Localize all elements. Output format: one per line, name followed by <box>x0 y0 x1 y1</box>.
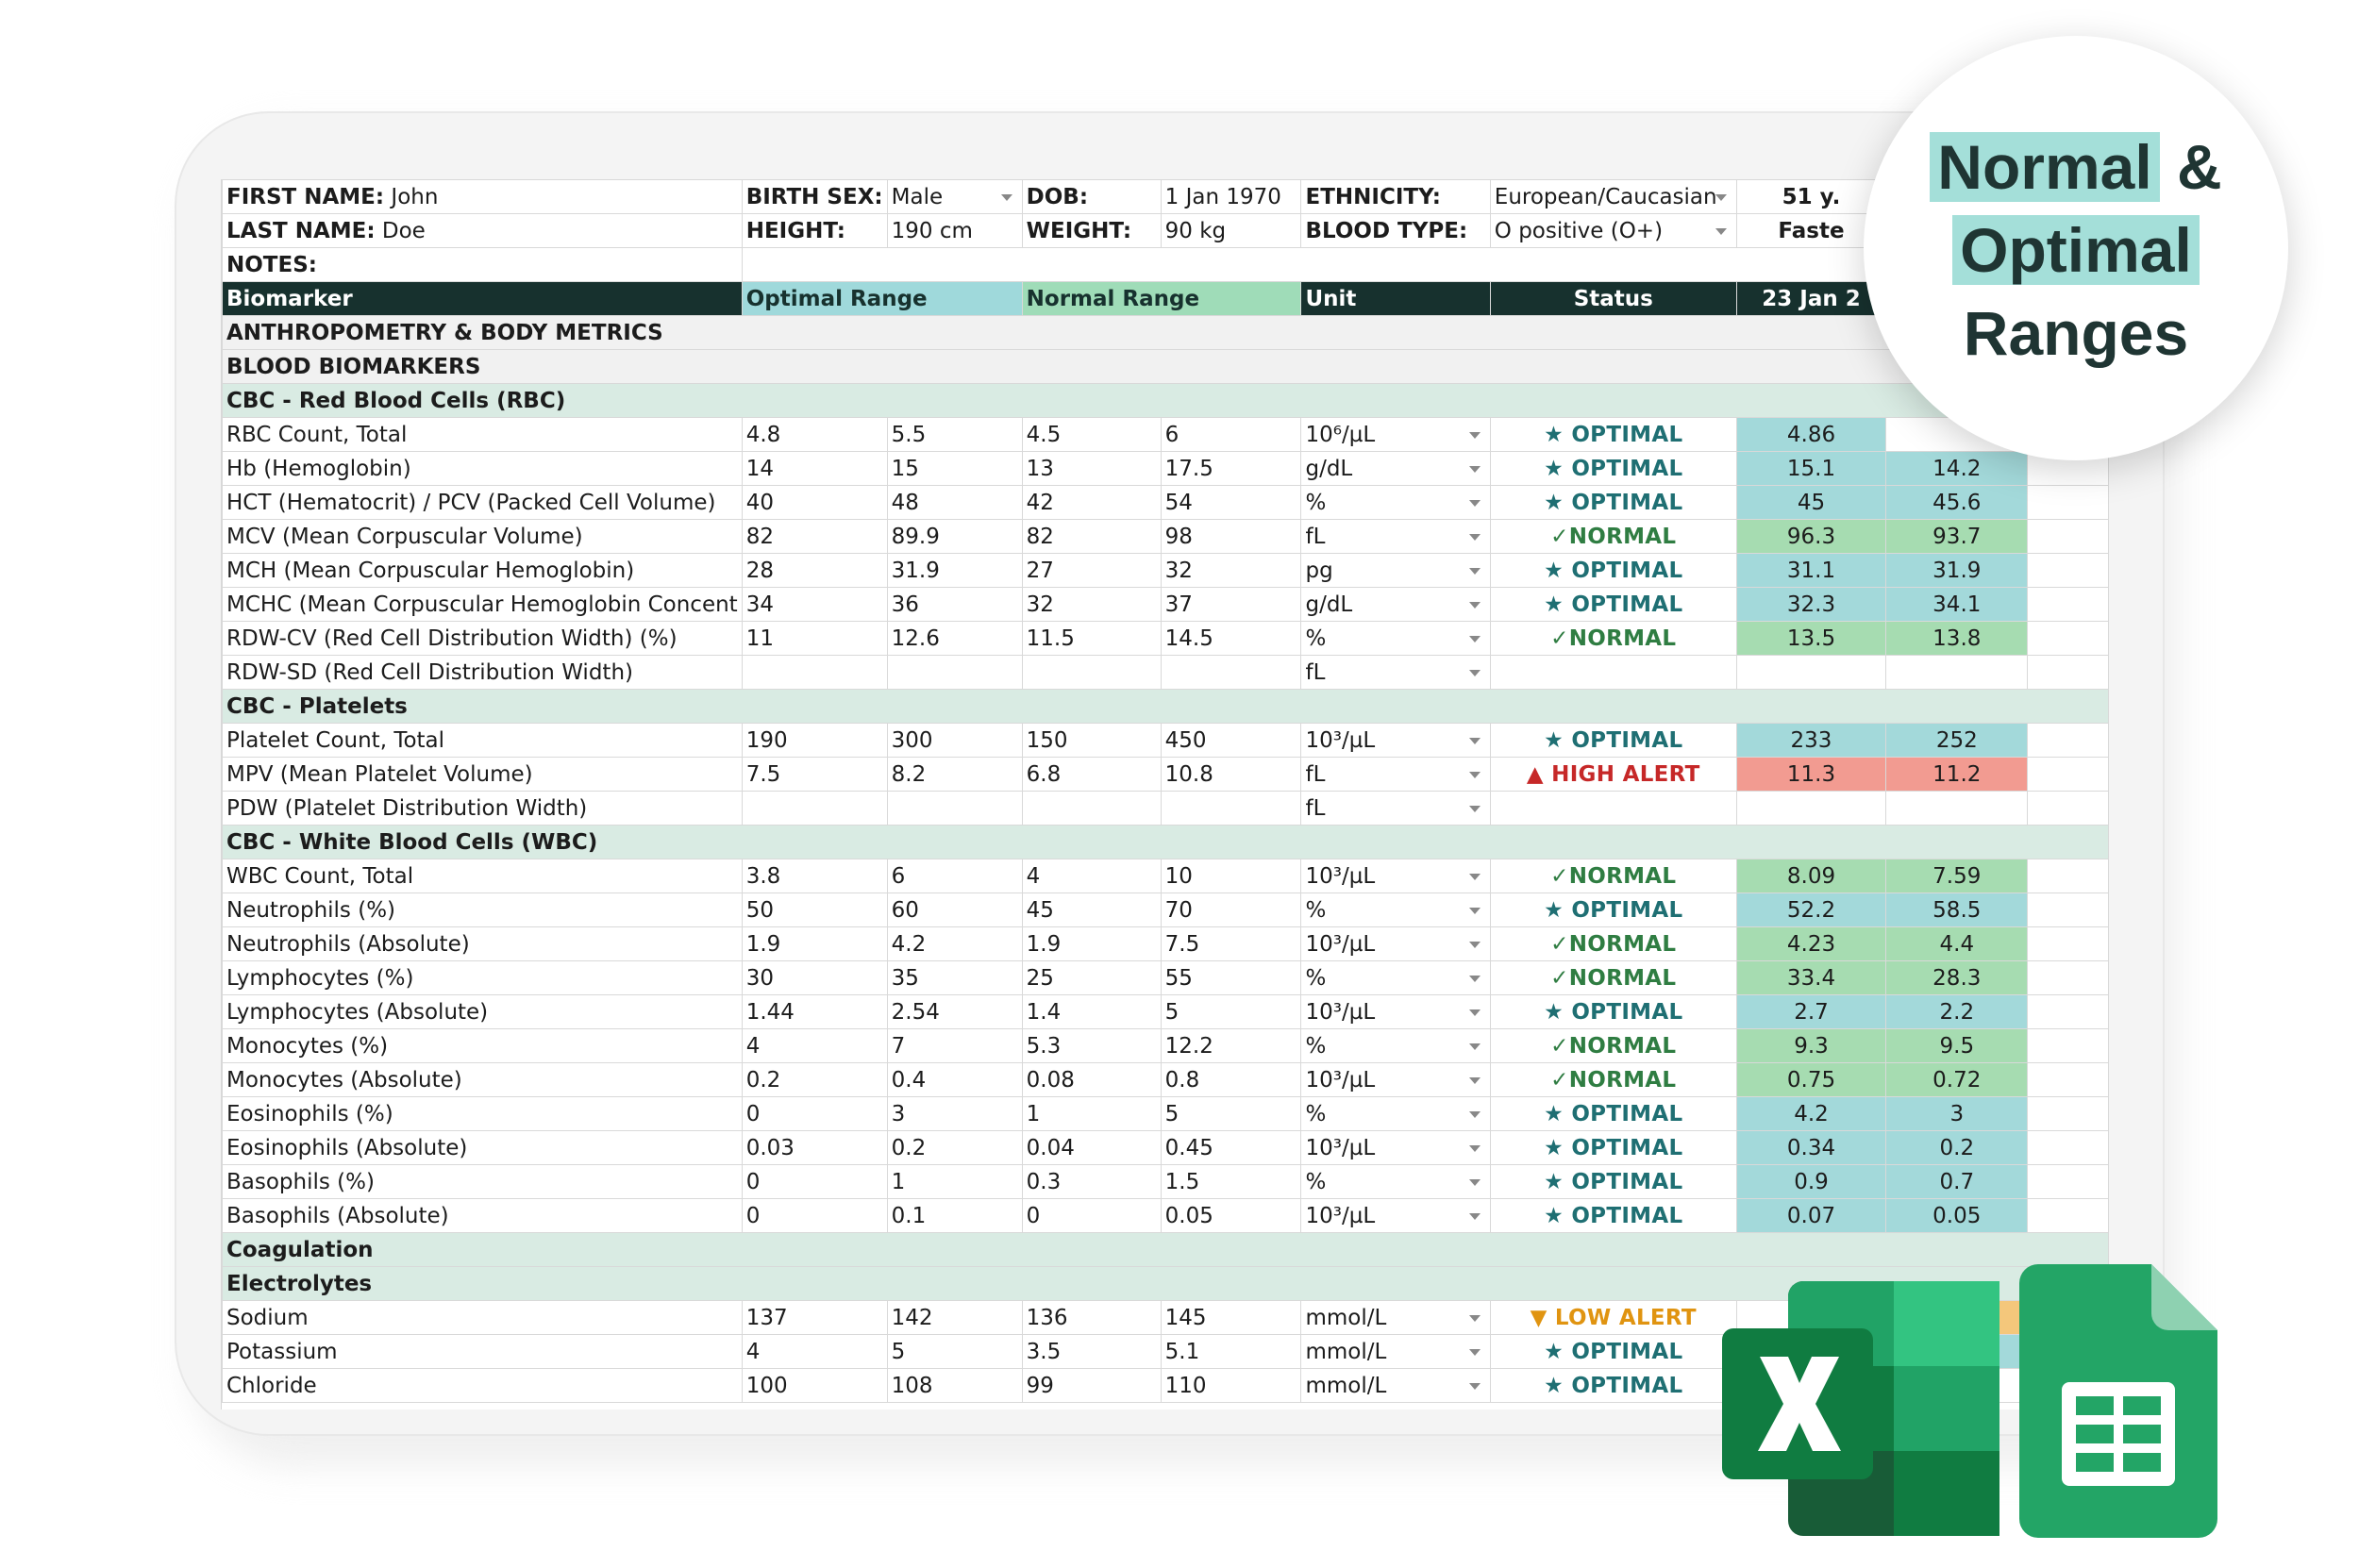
status-badge: ★ OPTIMAL <box>1490 1199 1736 1233</box>
biomarker-name[interactable]: MCHC (Mean Corpuscular Hemoglobin Concent <box>223 588 743 622</box>
range-n1[interactable]: 82 <box>1022 520 1161 554</box>
unit-dropdown[interactable]: 10³/µL <box>1301 995 1490 1029</box>
range-o2[interactable]: 0.4 <box>887 1063 1022 1097</box>
result-value-1[interactable] <box>1736 792 1886 826</box>
last-name-cell[interactable] <box>223 214 743 248</box>
biomarker-name[interactable]: RBC Count, Total <box>223 418 743 452</box>
result-value-2[interactable]: 13.8 <box>1886 622 2028 656</box>
status-badge: ✓NORMAL <box>1490 927 1736 961</box>
status-badge: ✓NORMAL <box>1490 622 1736 656</box>
status-badge: ▼ LOW ALERT <box>1490 1301 1736 1335</box>
result-value-1[interactable]: 0.34 <box>1736 1131 1886 1165</box>
range-o2[interactable]: 48 <box>887 486 1022 520</box>
range-n1[interactable]: 0.04 <box>1022 1131 1161 1165</box>
normal-optimal-ranges-badge <box>1864 36 2288 460</box>
status-badge: ★ OPTIMAL <box>1490 554 1736 588</box>
range-n1[interactable]: 13 <box>1022 452 1161 486</box>
biomarker-name[interactable]: HCT (Hematocrit) / PCV (Packed Cell Volume) <box>223 486 743 520</box>
unit-dropdown[interactable]: mmol/L <box>1301 1369 1490 1403</box>
status-badge: ★ OPTIMAL <box>1490 1369 1736 1403</box>
section-blood-biomarkers <box>223 350 2109 384</box>
result-value-2[interactable]: 7.59 <box>1886 859 2028 893</box>
excel-icon <box>1722 1274 2005 1543</box>
range-n2[interactable]: 0.05 <box>1161 1199 1301 1233</box>
range-o1[interactable]: 0 <box>742 1199 887 1233</box>
biomarker-name[interactable]: PDW (Platelet Distribution Width) <box>223 792 743 826</box>
biomarker-name[interactable]: MPV (Mean Platelet Volume) <box>223 758 743 792</box>
result-value-2[interactable]: 45.6 <box>1886 486 2028 520</box>
result-value-2[interactable]: 0.7 <box>1886 1165 2028 1199</box>
result-value-1[interactable]: 15.1 <box>1736 452 1886 486</box>
range-o2[interactable]: 36 <box>887 588 1022 622</box>
range-o1[interactable]: 3.8 <box>742 859 887 893</box>
biomarker-name[interactable]: Basophils (%) <box>223 1165 743 1199</box>
header-normal-range: Normal Range <box>1022 282 1301 316</box>
unit-dropdown[interactable]: fL <box>1301 758 1490 792</box>
table-row <box>223 995 2109 1029</box>
range-n2[interactable]: 10 <box>1161 859 1301 893</box>
header-biomarker: Biomarker <box>223 282 743 316</box>
range-n1[interactable]: 150 <box>1022 724 1161 758</box>
range-o1[interactable]: 28 <box>742 554 887 588</box>
weight-label: WEIGHT: <box>1022 214 1161 248</box>
biomarker-name[interactable]: Basophils (Absolute) <box>223 1199 743 1233</box>
biomarker-name[interactable]: Eosinophils (%) <box>223 1097 743 1131</box>
result-value-1[interactable] <box>1736 656 1886 690</box>
status-badge: ★ OPTIMAL <box>1490 1165 1736 1199</box>
result-value-1[interactable]: 13.5 <box>1736 622 1886 656</box>
table-row <box>223 1063 2109 1097</box>
biomarker-name[interactable]: MCH (Mean Corpuscular Hemoglobin) <box>223 554 743 588</box>
header-unit: Unit <box>1301 282 1490 316</box>
range-o1[interactable]: 0 <box>742 1097 887 1131</box>
biomarker-name[interactable]: Sodium <box>223 1301 743 1335</box>
range-o2[interactable]: 89.9 <box>887 520 1022 554</box>
blood-type-dropdown[interactable]: O positive (O+) <box>1490 214 1736 248</box>
table-row <box>223 1097 2109 1131</box>
range-o2[interactable]: 31.9 <box>887 554 1022 588</box>
range-n2[interactable]: 0.8 <box>1161 1063 1301 1097</box>
range-n1[interactable]: 6.8 <box>1022 758 1161 792</box>
status-badge: ✓NORMAL <box>1490 520 1736 554</box>
unit-dropdown[interactable]: % <box>1301 1029 1490 1063</box>
table-row <box>223 1199 2109 1233</box>
last-name-value: Doe <box>381 218 426 243</box>
result-value-2[interactable]: 11.2 <box>1886 758 2028 792</box>
table-row <box>223 758 2109 792</box>
table-row <box>223 1131 2109 1165</box>
range-o1[interactable]: 0.2 <box>742 1063 887 1097</box>
range-o1[interactable]: 4 <box>742 1335 887 1369</box>
range-n1[interactable]: 42 <box>1022 486 1161 520</box>
badge-optimal-text: Optimal <box>1952 215 2200 285</box>
badge-ranges-text: Ranges <box>1963 298 2189 368</box>
range-n2[interactable]: 70 <box>1161 893 1301 927</box>
result-value-1[interactable]: 31.1 <box>1736 554 1886 588</box>
range-n2[interactable]: 12.2 <box>1161 1029 1301 1063</box>
range-n1[interactable]: 0.08 <box>1022 1063 1161 1097</box>
range-n1[interactable]: 0.3 <box>1022 1165 1161 1199</box>
range-n2[interactable]: 54 <box>1161 486 1301 520</box>
column-header-row <box>223 282 2109 316</box>
result-value-2[interactable]: 0.05 <box>1886 1199 2028 1233</box>
result-value-2[interactable]: 14.2 <box>1886 452 2028 486</box>
status-badge: ▲ HIGH ALERT <box>1490 758 1736 792</box>
badge-normal-text: Normal <box>1930 132 2159 202</box>
result-value-2[interactable]: 28.3 <box>1886 961 2028 995</box>
unit-dropdown[interactable]: % <box>1301 622 1490 656</box>
table-row <box>223 961 2109 995</box>
result-value-2[interactable]: 3 <box>1886 1097 2028 1131</box>
range-n2[interactable]: 145 <box>1161 1301 1301 1335</box>
last-name-label: LAST NAME: <box>226 218 376 243</box>
result-value-1[interactable]: 32.3 <box>1736 588 1886 622</box>
range-n1[interactable] <box>1022 792 1161 826</box>
weight-value[interactable]: 90 kg <box>1161 214 1301 248</box>
status-badge: ★ OPTIMAL <box>1490 486 1736 520</box>
biomarker-name[interactable]: Lymphocytes (Absolute) <box>223 995 743 1029</box>
range-n2[interactable]: 5 <box>1161 1097 1301 1131</box>
unit-dropdown[interactable]: % <box>1301 961 1490 995</box>
blood-type-label: BLOOD TYPE: <box>1301 214 1490 248</box>
range-o2[interactable] <box>887 656 1022 690</box>
range-n2[interactable]: 110 <box>1161 1369 1301 1403</box>
range-o1[interactable]: 190 <box>742 724 887 758</box>
biomarker-name[interactable]: RDW-CV (Red Cell Distribution Width) (%) <box>223 622 743 656</box>
range-o2[interactable]: 4.2 <box>887 927 1022 961</box>
table-row <box>223 1165 2109 1199</box>
table-row <box>223 588 2109 622</box>
biomarker-name[interactable]: Potassium <box>223 1335 743 1369</box>
status-badge: ★ OPTIMAL <box>1490 452 1736 486</box>
table-row <box>223 554 2109 588</box>
range-o2[interactable]: 6 <box>887 859 1022 893</box>
range-n2[interactable]: 37 <box>1161 588 1301 622</box>
ethnicity-label: ETHNICITY: <box>1301 180 1490 214</box>
biomarker-name[interactable]: Neutrophils (Absolute) <box>223 927 743 961</box>
range-o1[interactable]: 1.9 <box>742 927 887 961</box>
range-o2[interactable]: 15 <box>887 452 1022 486</box>
range-n2[interactable]: 5 <box>1161 995 1301 1029</box>
range-o1[interactable]: 0 <box>742 1165 887 1199</box>
section-title: ANTHROPOMETRY & BODY METRICS <box>223 316 2109 350</box>
age-value: 51 y. <box>1736 180 1886 214</box>
section-title: CBC - Red Blood Cells (RBC) <box>223 384 2109 418</box>
range-o1[interactable]: 7.5 <box>742 758 887 792</box>
biomarker-name[interactable]: Eosinophils (Absolute) <box>223 1131 743 1165</box>
range-n1[interactable]: 1.9 <box>1022 927 1161 961</box>
unit-dropdown[interactable]: % <box>1301 1097 1490 1131</box>
status-badge <box>1490 656 1736 690</box>
birth-sex-dropdown[interactable]: Male <box>887 180 1022 214</box>
range-o1[interactable]: 30 <box>742 961 887 995</box>
range-o2[interactable]: 1 <box>887 1165 1022 1199</box>
range-o1[interactable]: 4 <box>742 1029 887 1063</box>
range-o2[interactable]: 3 <box>887 1097 1022 1131</box>
result-value-2[interactable] <box>1886 656 2028 690</box>
unit-dropdown[interactable]: mmol/L <box>1301 1335 1490 1369</box>
range-n1[interactable]: 45 <box>1022 893 1161 927</box>
result-value-2[interactable]: 0.2 <box>1886 1131 2028 1165</box>
status-badge: ✓NORMAL <box>1490 961 1736 995</box>
unit-dropdown[interactable]: 10³/µL <box>1301 724 1490 758</box>
dob-label: DOB: <box>1022 180 1161 214</box>
range-n1[interactable]: 25 <box>1022 961 1161 995</box>
range-n2[interactable] <box>1161 656 1301 690</box>
range-n2[interactable]: 7.5 <box>1161 927 1301 961</box>
range-n2[interactable]: 1.5 <box>1161 1165 1301 1199</box>
range-o1[interactable]: 4.8 <box>742 418 887 452</box>
status-badge: ★ OPTIMAL <box>1490 1335 1736 1369</box>
header-date-1: 23 Jan 2 <box>1736 282 1886 316</box>
status-badge: ★ OPTIMAL <box>1490 1097 1736 1131</box>
range-o2[interactable]: 5.5 <box>887 418 1022 452</box>
section-platelets <box>223 690 2109 724</box>
result-value-2[interactable]: 93.7 <box>1886 520 2028 554</box>
first-name-cell[interactable] <box>223 180 743 214</box>
section-rbc <box>223 384 2109 418</box>
range-o2[interactable]: 300 <box>887 724 1022 758</box>
table-row <box>223 724 2109 758</box>
table-row <box>223 1029 2109 1063</box>
section-coag <box>223 1233 2109 1267</box>
unit-dropdown[interactable]: 10³/µL <box>1301 1063 1490 1097</box>
section-title: Coagulation <box>223 1233 2109 1267</box>
google-sheets-icon <box>2019 1264 2217 1538</box>
section-title: Electrolytes <box>223 1267 2109 1301</box>
table-row <box>223 622 2109 656</box>
result-value-2[interactable]: 9.5 <box>1886 1029 2028 1063</box>
range-o1[interactable] <box>742 792 887 826</box>
unit-dropdown[interactable]: pg <box>1301 554 1490 588</box>
table-row <box>223 792 2109 826</box>
patient-row-2 <box>223 214 2109 248</box>
badge-ampersand: & <box>2177 132 2222 202</box>
range-o2[interactable]: 35 <box>887 961 1022 995</box>
table-row <box>223 520 2109 554</box>
range-n2[interactable]: 450 <box>1161 724 1301 758</box>
first-name-label: FIRST NAME: <box>226 184 385 209</box>
range-n1[interactable]: 3.5 <box>1022 1335 1161 1369</box>
status-badge: ★ OPTIMAL <box>1490 893 1736 927</box>
result-value-1[interactable]: 233 <box>1736 724 1886 758</box>
range-o1[interactable]: 11 <box>742 622 887 656</box>
table-row <box>223 418 2109 452</box>
first-name-value: John <box>391 184 439 209</box>
range-n1[interactable]: 5.3 <box>1022 1029 1161 1063</box>
range-o1[interactable]: 14 <box>742 452 887 486</box>
patient-row-1 <box>223 180 2109 214</box>
notes-label: NOTES: <box>223 248 743 282</box>
result-value-1[interactable]: 8.09 <box>1736 859 1886 893</box>
range-n1[interactable]: 4.5 <box>1022 418 1161 452</box>
section-title: CBC - White Blood Cells (WBC) <box>223 826 2109 859</box>
range-o1[interactable]: 137 <box>742 1301 887 1335</box>
status-badge: ✓NORMAL <box>1490 1029 1736 1063</box>
section-title: CBC - Platelets <box>223 690 2109 724</box>
range-o2[interactable]: 0.1 <box>887 1199 1022 1233</box>
biomarker-name[interactable]: Monocytes (Absolute) <box>223 1063 743 1097</box>
result-value-1[interactable]: 45 <box>1736 486 1886 520</box>
range-n1[interactable]: 99 <box>1022 1369 1161 1403</box>
result-value-1[interactable]: 0.07 <box>1736 1199 1886 1233</box>
result-value-1[interactable]: 52.2 <box>1736 893 1886 927</box>
status-badge <box>1490 792 1736 826</box>
range-n2[interactable]: 98 <box>1161 520 1301 554</box>
result-value-2[interactable] <box>1886 792 2028 826</box>
unit-dropdown[interactable]: % <box>1301 486 1490 520</box>
result-value-2[interactable]: 34.1 <box>1886 588 2028 622</box>
unit-dropdown[interactable]: 10³/µL <box>1301 1131 1490 1165</box>
range-o1[interactable]: 1.44 <box>742 995 887 1029</box>
status-badge: ★ OPTIMAL <box>1490 724 1736 758</box>
result-value-1[interactable]: 33.4 <box>1736 961 1886 995</box>
status-badge: ★ OPTIMAL <box>1490 995 1736 1029</box>
status-badge: ★ OPTIMAL <box>1490 1131 1736 1165</box>
spreadsheet-screen <box>221 179 2109 1410</box>
status-badge: ✓NORMAL <box>1490 1063 1736 1097</box>
range-n1[interactable]: 11.5 <box>1022 622 1161 656</box>
range-o2[interactable] <box>887 792 1022 826</box>
range-o1[interactable]: 82 <box>742 520 887 554</box>
result-value-1[interactable]: 96.3 <box>1736 520 1886 554</box>
result-value-1[interactable]: 4.86 <box>1736 418 1886 452</box>
range-o2[interactable]: 142 <box>887 1301 1022 1335</box>
unit-dropdown[interactable]: 10³/µL <box>1301 1199 1490 1233</box>
range-n2[interactable]: 0.45 <box>1161 1131 1301 1165</box>
range-n1[interactable]: 27 <box>1022 554 1161 588</box>
result-value-1[interactable]: 4.2 <box>1736 1097 1886 1131</box>
range-n2[interactable] <box>1161 792 1301 826</box>
table-row <box>223 927 2109 961</box>
result-value-1[interactable]: 11.3 <box>1736 758 1886 792</box>
unit-dropdown[interactable]: % <box>1301 1165 1490 1199</box>
biomarker-name[interactable]: Chloride <box>223 1369 743 1403</box>
biomarker-sheet <box>222 179 2109 1403</box>
range-o1[interactable]: 40 <box>742 486 887 520</box>
table-row <box>223 486 2109 520</box>
ethnicity-dropdown[interactable]: European/Caucasian <box>1490 180 1736 214</box>
range-n2[interactable]: 10.8 <box>1161 758 1301 792</box>
section-anthropometry <box>223 316 2109 350</box>
status-badge: ★ OPTIMAL <box>1490 418 1736 452</box>
unit-dropdown[interactable]: 10³/µL <box>1301 859 1490 893</box>
biomarker-name[interactable]: Neutrophils (%) <box>223 893 743 927</box>
height-label: HEIGHT: <box>742 214 887 248</box>
section-title: BLOOD BIOMARKERS <box>223 350 2109 384</box>
result-value-1[interactable]: 0.75 <box>1736 1063 1886 1097</box>
unit-dropdown[interactable]: fL <box>1301 656 1490 690</box>
biomarker-name[interactable]: Lymphocytes (%) <box>223 961 743 995</box>
result-value-2[interactable]: 4.4 <box>1886 927 2028 961</box>
biomarker-name[interactable]: Hb (Hemoglobin) <box>223 452 743 486</box>
range-o1[interactable]: 100 <box>742 1369 887 1403</box>
header-optimal-range: Optimal Range <box>742 282 1022 316</box>
fasting-value: Faste <box>1736 214 1886 248</box>
range-n1[interactable]: 136 <box>1022 1301 1161 1335</box>
range-o2[interactable]: 0.2 <box>887 1131 1022 1165</box>
range-o2[interactable]: 108 <box>887 1369 1022 1403</box>
header-status: Status <box>1490 282 1736 316</box>
range-n1[interactable]: 1.4 <box>1022 995 1161 1029</box>
range-o2[interactable]: 7 <box>887 1029 1022 1063</box>
result-value-1[interactable]: 9.3 <box>1736 1029 1886 1063</box>
unit-dropdown[interactable]: mmol/L <box>1301 1301 1490 1335</box>
range-n2[interactable]: 32 <box>1161 554 1301 588</box>
range-n2[interactable]: 55 <box>1161 961 1301 995</box>
range-n1[interactable]: 1 <box>1022 1097 1161 1131</box>
dob-value[interactable]: 1 Jan 1970 <box>1161 180 1301 214</box>
biomarker-name[interactable]: Monocytes (%) <box>223 1029 743 1063</box>
range-o2[interactable]: 2.54 <box>887 995 1022 1029</box>
biomarker-name[interactable]: RDW-SD (Red Cell Distribution Width) <box>223 656 743 690</box>
range-o1[interactable]: 0.03 <box>742 1131 887 1165</box>
range-n2[interactable]: 14.5 <box>1161 622 1301 656</box>
unit-dropdown[interactable]: % <box>1301 893 1490 927</box>
range-n2[interactable]: 17.5 <box>1161 452 1301 486</box>
range-n1[interactable] <box>1022 656 1161 690</box>
status-badge: ★ OPTIMAL <box>1490 588 1736 622</box>
table-row <box>223 656 2109 690</box>
result-value-2[interactable]: 2.2 <box>1886 995 2028 1029</box>
table-row <box>223 859 2109 893</box>
section-wbc <box>223 826 2109 859</box>
biomarker-name[interactable]: WBC Count, Total <box>223 859 743 893</box>
result-value-1[interactable]: 2.7 <box>1736 995 1886 1029</box>
range-o2[interactable]: 12.6 <box>887 622 1022 656</box>
range-n1[interactable]: 0 <box>1022 1199 1161 1233</box>
height-value[interactable]: 190 cm <box>887 214 1022 248</box>
range-o2[interactable]: 60 <box>887 893 1022 927</box>
notes-row <box>223 248 2109 282</box>
result-value-1[interactable]: 4.23 <box>1736 927 1886 961</box>
result-value-1[interactable]: 0.9 <box>1736 1165 1886 1199</box>
biomarker-name[interactable]: MCV (Mean Corpuscular Volume) <box>223 520 743 554</box>
range-n2[interactable]: 6 <box>1161 418 1301 452</box>
range-o1[interactable]: 34 <box>742 588 887 622</box>
unit-dropdown[interactable]: 10⁶/µL <box>1301 418 1490 452</box>
range-n1[interactable]: 32 <box>1022 588 1161 622</box>
biomarker-name[interactable]: Platelet Count, Total <box>223 724 743 758</box>
result-value-2[interactable]: 58.5 <box>1886 893 2028 927</box>
unit-dropdown[interactable]: g/dL <box>1301 452 1490 486</box>
table-row <box>223 452 2109 486</box>
unit-dropdown[interactable]: g/dL <box>1301 588 1490 622</box>
range-n1[interactable]: 4 <box>1022 859 1161 893</box>
range-o2[interactable]: 8.2 <box>887 758 1022 792</box>
range-o1[interactable]: 50 <box>742 893 887 927</box>
unit-dropdown[interactable]: fL <box>1301 520 1490 554</box>
birth-sex-label: BIRTH SEX: <box>742 180 887 214</box>
unit-dropdown[interactable]: 10³/µL <box>1301 927 1490 961</box>
unit-dropdown[interactable]: fL <box>1301 792 1490 826</box>
table-row <box>223 893 2109 927</box>
range-o2[interactable]: 5 <box>887 1335 1022 1369</box>
result-value-2[interactable]: 0.72 <box>1886 1063 2028 1097</box>
range-o1[interactable] <box>742 656 887 690</box>
result-value-2[interactable]: 252 <box>1886 724 2028 758</box>
range-n2[interactable]: 5.1 <box>1161 1335 1301 1369</box>
result-value-2[interactable]: 31.9 <box>1886 554 2028 588</box>
status-badge: ✓NORMAL <box>1490 859 1736 893</box>
